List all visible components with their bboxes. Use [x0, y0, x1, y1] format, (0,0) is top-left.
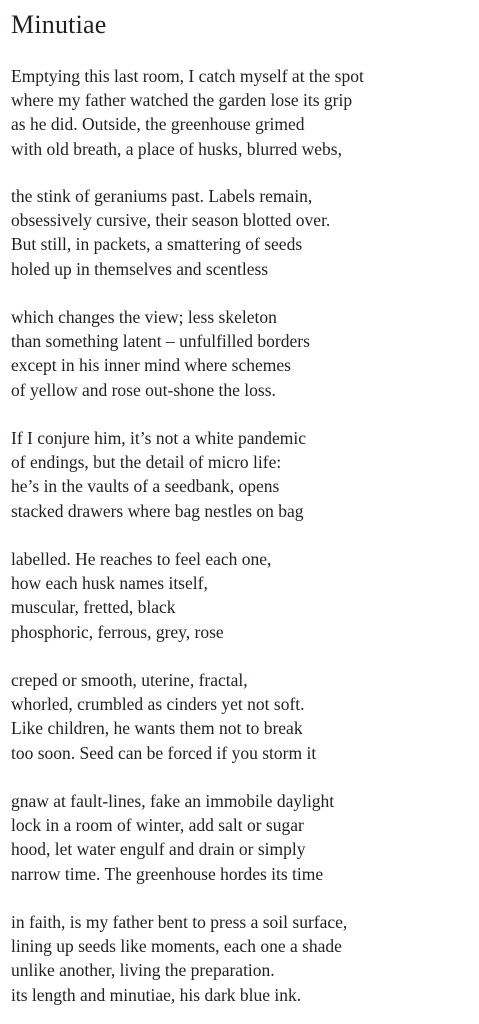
poem-line: stacked drawers where bag nestles on bag: [11, 500, 304, 521]
poem-line: than something latent – unfulfilled borders: [11, 331, 310, 352]
stanza-5: [11, 547, 271, 644]
poem-line: too soon. Seed can be forced if you storm it: [11, 742, 317, 763]
poem-line: he’s in the vaults of a seedbank, opens: [11, 476, 280, 497]
stanza-7: [11, 789, 334, 886]
poem-line: as he did. Outside, the greenhouse grimed: [11, 114, 305, 135]
poem-line: holed up in themselves and scentless: [11, 258, 269, 279]
stanza-1: [11, 64, 364, 161]
poem-line: Emptying this last room, I catch myself at the spot: [11, 66, 364, 86]
poem-line: where my father watched the garden lose its grip: [11, 90, 353, 111]
poem-line: If I conjure him, it’s not a white pandemic: [11, 428, 306, 448]
poem-line: obsessively cursive, their season blotted over.: [11, 210, 331, 231]
poem-title: Minutiae: [11, 10, 107, 39]
poem-line: lining up seeds like moments, each one a shade: [11, 936, 342, 957]
stanza-8: [11, 910, 347, 1007]
poem-line: whorled, crumbled as cinders yet not soft.: [11, 694, 305, 715]
poem-line: creped or smooth, uterine, fractal,: [11, 670, 248, 690]
poem-line: which changes the view; less skeleton: [11, 307, 277, 327]
poem-line: muscular, fretted, black: [11, 597, 176, 618]
stanza-6: [11, 668, 316, 765]
poem-line: lock in a room of winter, add salt or sugar: [11, 815, 304, 836]
poem-line: of yellow and rose out-shone the loss.: [11, 379, 276, 400]
poem-line: phosphoric, ferrous, grey, rose: [11, 621, 224, 642]
poem-line: But still, in packets, a smattering of seeds: [11, 234, 303, 255]
poem-line: Like children, he wants them not to break: [11, 718, 303, 739]
poem-line: hood, let water engulf and drain or simply: [11, 839, 306, 860]
poem-line: gnaw at fault-lines, fake an immobile daylight: [11, 791, 335, 811]
poem-line: with old breath, a place of husks, blurred webs,: [11, 138, 342, 159]
stanza-4: [11, 426, 306, 523]
poem-line: except in his inner mind where schemes: [11, 355, 291, 376]
poem-line: the stink of geraniums past. Labels remain,: [11, 186, 313, 206]
poem-line: its length and minutiae, his dark blue ink.: [11, 984, 302, 1005]
poem-line: unlike another, living the preparation.: [11, 960, 275, 981]
poem-line: narrow time. The greenhouse hordes its time: [11, 863, 324, 884]
stanza-2: [11, 184, 330, 281]
poem-line: how each husk names itself,: [11, 573, 208, 594]
stanza-3: [11, 305, 310, 402]
poem-line: in faith, is my father bent to press a soil surface,: [11, 912, 348, 932]
poem-line: of endings, but the detail of micro life:: [11, 452, 282, 473]
poem-line: labelled. He reaches to feel each one,: [11, 549, 272, 569]
poem-page: [11, 0, 479, 1024]
